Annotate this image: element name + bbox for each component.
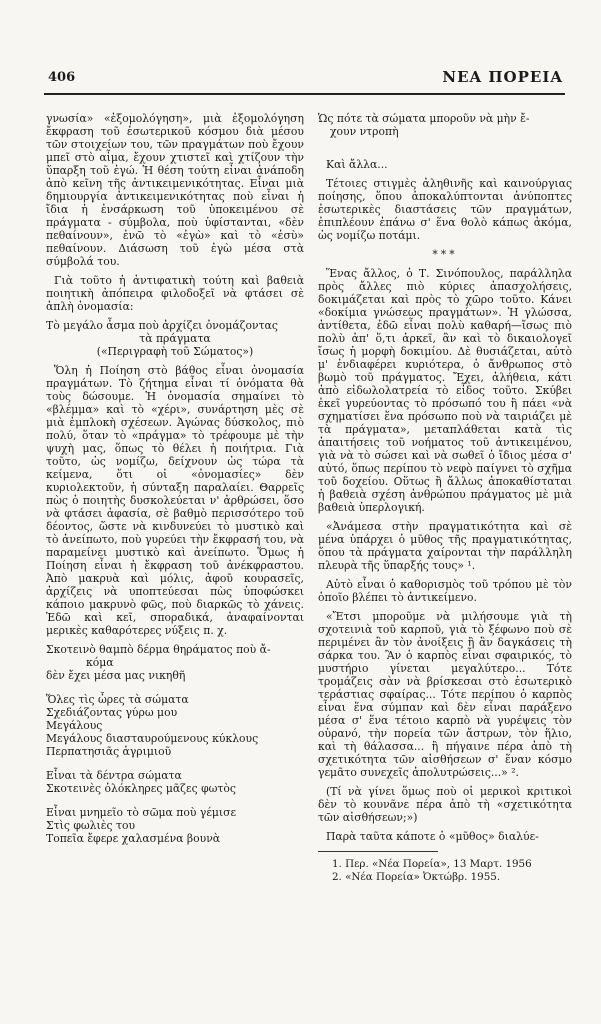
footnote-rule [318, 851, 438, 852]
page-number: 406 [48, 70, 76, 85]
verse-block [318, 112, 572, 138]
verse-line: Σκοτεινὸ θαμπὸ δέρμα θηράματος ποὺ ἄ- [46, 643, 271, 656]
verse-line: Μεγάλους διασταυρούμενους κύκλους [46, 732, 259, 745]
running-head: ΝΕΑ ΠΟΡΕΙΑ [442, 68, 563, 86]
quoted-title-line: τὰ πράγματα [139, 332, 211, 345]
verse-line: Τοπεῖα ἔφερε χαλασμένα βουνὰ [46, 832, 221, 845]
quotation: «Ἀνάμεσα στὴν πραγματικότητα καὶ σὲ μένα ὑπάρχει ὁ μῦθος τῆς πραγματικότητας, ὅπου τὰ πράγματα χαίρονται τὴν παράλληλη πλευρὰ τῆς ὕπαρξής τους» ¹. [318, 520, 572, 572]
paragraph: Παρὰ ταῦτα κάποτε ὁ «μῦθος» διαλύε- [326, 830, 539, 843]
quotation: «Ἔτσι μποροῦμε νὰ μιλήσουμε γιὰ τὴ σχοτεινιὰ τοῦ καρποῦ, γιὰ τὸ ξέφωνο ποὺ σὲ περιμένει ἂν τὸν ἀνοίξεις ἢ ἂν δαγκάσεις τὴ σάρκα του. Ἂν ὁ καρπὸς εἶναι σφαιρικός, τὸ μυστήριο γίνεται μεγαλύτερο... Τότε τρομάζεις σὰν νὰ βρίσκεσαι στὸ ἐσωτερικὸ τεράστιας σφαίρας... Τότε περίπου ὁ καρπὸς εἶναι ἕνα σύμπαν καὶ δὲν εἶναι παράξενο μέσα σ' ἕνα τέτοιο καρπὸ νὰ γυρέψεις τὸν οὐρανό, τὴν πορεία τῶν ἄστρων, τὸν ἥλιο, καὶ τὴ θάλασσα... ἢ πήγαινε πέρα ἀπὸ τὴ σχετικότητα τῶν αἰσθήσεων σ' ἕναν κόσμο γεμᾶτο συνεχεῖς ἀπολυτρώσεις...» ². [318, 610, 572, 779]
verse-line: χουν ντροπὴ [330, 125, 399, 138]
verse-line: Ὅλες τὶς ὧρες τὰ σώματα [46, 693, 189, 706]
verse-line: Περπατησιᾶς ἀγριμιοῦ [46, 745, 172, 758]
verse-line: κόμα [86, 656, 114, 669]
paragraph: Γιὰ τοῦτο ἡ ἀντιφατικὴ τούτη καὶ βαθειὰ ποιητικὴ ἀπόπειρα φιλοδοξεῖ νὰ φτάσει σὲ ἁπλὴ ὀνομασία: [46, 274, 304, 313]
paragraph: γνωσία» «ἐξομολόγηση», μιὰ ἐξομολόγηση ἔκφραση τοῦ ἐσωτερικοῦ κόσμου διὰ μέσου τῶν στοιχείων του, τῶν πραγμάτων ποὺ ἔχουν μπεῖ στὸ αἷμα, ἔχουν χτιστεῖ καὶ χτίζουν τὴν ὕπαρξη τοῦ ἐγώ. Ἡ θέση τούτη εἶναι ἀνάποδη ἀπὸ κεῖνη τῆς ἀντικειμενικότητας. Εἶναι μιὰ δημιουργία ἀντικειμενικότητας ποὺ εἶναι ἡ ἴδια ἡ ἐνσάρκωση τοῦ ὑποκειμένου σὲ πράγματα - σύμβολα, ποὺ ὑφίστανται, «δὲν πεθαίνουν», ἐνῶ τὸ «ἐγὼ» καὶ τὸ «ἐσὺ» πεθαίνουν. Διάσωση τοῦ ἐγὼ μέσα στὰ σύμβολά του. [46, 112, 304, 268]
verse-line: Σχεδιάζοντας γύρω μου [46, 706, 178, 719]
verse-block [46, 643, 304, 682]
footnote: 2. «Νέα Πορεία» Ὀκτώβρ. 1955. [332, 871, 501, 883]
verse-line: Εἶναι τὰ δέντρα σώματα [46, 769, 182, 782]
paragraph: Ὅλη ἡ Ποίηση στὸ βάθος εἶναι ὀνομασία πραγμάτων. Τὸ ζήτημα εἶναι τί ὀνόματα θὰ τοὺς δώσουμε. Ἡ ὀνομασία σημαίνει τὸ «βλέμμα» καὶ τὸ «χέρι», συνάρτηση μὲς σὲ μιὰ ἐμπλοκὴ σχέσεων. Ἀγώνας δύσκολος, πιὸ πολύ, ὅταν τὸ «πράγμα» τὸ τρέφουμε μὲ τὴν ψυχὴ μας, ὅπως τὸ θέλει ἡ ποιήτρια. Γιὰ τοῦτο, ὡς νομίζω, δείχνουν ὡς τώρα τὰ κείμενα, ὅτι οἱ «ὀνομασίες» δὲν κυριολεκτοῦν, ἡ σύνταξη παραλαίει. Θαρρεῖς πὼς ὁ ποιητὴς δυσκολεύεται ν' ἀρθρώσει, ὅσο νὰ φτάσει ἀφασία, σὲ βαθμὸ περισσότερο τοῦ δέοντος, ὥστε νὰ κινδυνεύει τὸ μυστικὸ καὶ τὸ ἀνείπωτο, ποὺ γυρεύει τὴν ἔκφρασή του, νὰ παραμείνει μυστικὸ καὶ ἀνείπωτο. Ὅμως ἡ Ποίηση εἶναι ἡ ἔκφραση τοῦ ἀνέκφραστου. Ἀπὸ μακρυὰ καὶ μόλις, ἀφοῦ κουρασεῖς, ἀρχίζεις νὰ υποπτεύεσαι πὼς ὑποφώσκει κάποιο μακρυνὸ φῶς, ποὺ διαρκῶς τὸ χάνεις. Ἐδῶ καὶ κεῖ, σποραδικά, ἀναφαίνονται μερικὲς καθαρότερες νύξεις π. χ. [46, 364, 304, 637]
right-column [318, 112, 572, 884]
verse-line: Εἶναι μνημεῖο τὸ σῶμα ποὺ γέμισε [46, 806, 237, 819]
paragraph: Ἕνας ἄλλος, ὁ Τ. Σινόπουλος, παράλληλα πρὸς ἄλλες πιὸ κύριες ἀπασχολήσεις, δοκιμάζεται καὶ πρὸς τὸ χῶρο τοῦτο. Κάνει «δοκίμια γνώσεως πραγμάτων». Ἡ γλώσσα, ἀντίθετα, ἐδῶ εἶναι πολὺ καθαρή—ἴσως πιὸ πολὺ ἀπ' ὅ,τι ἀρκεῖ, ἂν καὶ τὸ δικαιολογεῖ ἴσως ἡ μορφὴ δοκιμίου. Δὲ θυσιάζεται, αὐτὸ μ' ἐνδιαφέρει κυριότερα, ὁ ἄνθρωπος στὸ βωμὸ τοῦ πράγματος. Ἔχει, ἀλήθεια, κάτι ἀπὸ εἰδωλολατρεία τὸ εἶδος τοῦτο. Σκύβει ἐκεῖ γυρεύοντας τὸ πρόσωπό του ἢ πάει «νὰ σχηματίσει ἕνα πρόσωπο ποὺ νὰ ταιριάζει μὲ τὰ πράγματα», μεταπλάθεται κατὰ τὶς ἀπαιτήσεις τοῦ νοήματος τοῦ ἀντικειμένου, γιὰ νὰ τὸ σώσει καὶ νὰ σωθεῖ ὁ ἴδιος μέσα σ' αὐτό, ὅπως περίπου τὸ νεφὸ παίγνει τὸ σχῆμα τοῦ δοχείου. Οὕτως ἢ ἄλλως ἀποκαθίσταται ἡ βαθειὰ σχέση ἀνθρώπου πράγματος μὲ μιὰ βαθειὰ ὑπερλογική. [318, 267, 572, 514]
left-column [46, 112, 304, 856]
section-separator: *** [432, 248, 458, 261]
verse-block [46, 769, 304, 795]
header-rule [44, 93, 565, 95]
verse-line: Μεγάλους [46, 719, 103, 732]
verse-block [46, 806, 304, 845]
paragraph: (Τί νὰ γίνει ὅμως ποὺ οἱ μερικοὶ κριτικοὶ δὲν τὸ κουνᾶνε πέρα ἀπὸ τὴ «σχετικότητα τῶν αἰσθήσεων;») [318, 785, 572, 824]
verse-line: Στὶς φωλιὲς του [46, 819, 136, 832]
paragraph: Καὶ ἄλλα... [326, 158, 388, 171]
verse-line: Ὡς πότε τὰ σώματα μποροῦν νὰ μὴν ἔ- [318, 112, 530, 125]
footnote: 1. Περ. «Νέα Πορεία», 13 Μαρτ. 1956 [332, 858, 532, 870]
paragraph: Τέτοιες στιγμὲς ἀληθινῆς καὶ καινούργιας ποίησης, ὅπου ἀποκαλύπτονται ἀνύποπτες ἐσωτερικὲς διαστάσεις τῶν πραγμάτων, ἐπιπλέουν ἐπάνω σ' ἕνα θολὸ κάπως ἀκόμα, ὡς νομίζω ποτάμι. [318, 177, 572, 242]
verse-block [46, 693, 304, 758]
quoted-title-line: Τὸ μεγάλο ἆσμα ποὺ ἀρχίζει ὀνομάζοντας [46, 319, 278, 332]
verse-line: δὲν ἔχει μέσα μας νικηθῆ [46, 669, 186, 682]
verse-line: Σκοτεινὲς ὁλόκληρες μᾶζες φωτὸς [46, 782, 236, 795]
paragraph: Αὐτὸ εἶναι ὁ καθορισμὸς τοῦ τρόπου μὲ τὸν ὁποῖο βλέπει τὸ ἀντικείμενο. [318, 578, 572, 604]
quote-source: («Περιγραφὴ τοῦ Σώματος») [96, 345, 254, 358]
